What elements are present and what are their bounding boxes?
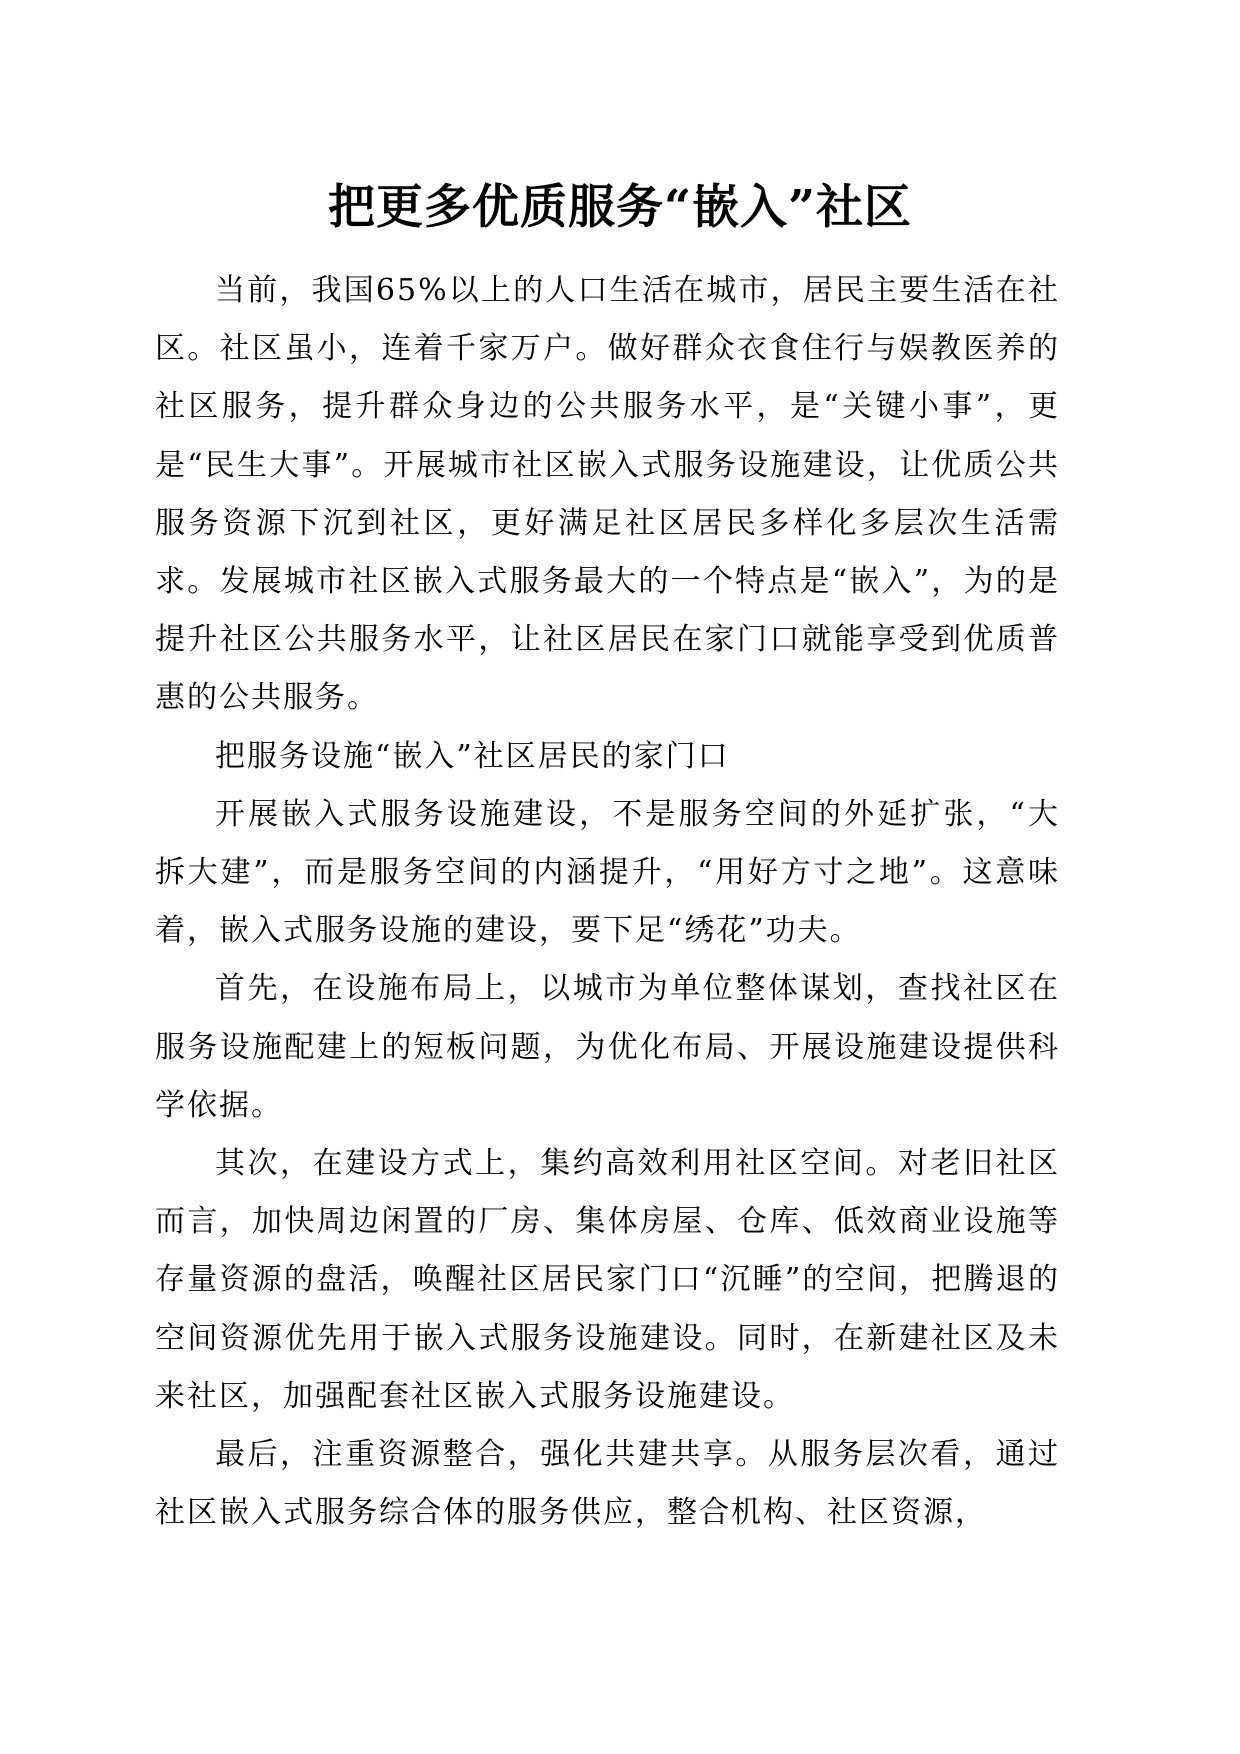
paragraph-embroidery: 开展嵌入式服务设施建设，不是服务空间的外延扩张，“大拆大建”，而是服务空间的内涵提升，“用好方寸之地”。这意味着，嵌入式服务设施的建设，要下足“绣花”功夫。 xyxy=(155,796,1060,949)
paragraph-last: 最后，注重资源整合，强化共建共享。从服务层次看，通过社区嵌入式服务综合体的服务供应，整合机构、社区资源， xyxy=(155,1437,1060,1531)
document-title: 把更多优质服务“嵌入”社区 xyxy=(327,180,913,235)
document-body xyxy=(155,262,1060,1542)
paragraph-first: 首先，在设施布局上，以城市为单位整体谋划，查找社区在服务设施配建上的短板问题，为优化布局、开展设施建设提供科学依据。 xyxy=(155,971,1060,1123)
section-heading: 把服务设施“嵌入”社区居民的家门口 xyxy=(215,738,730,774)
paragraph-second: 其次，在建设方式上，集约高效利用社区空间。对老旧社区而言，加快周边闲置的厂房、集体房屋、仓库、低效商业设施等存量资源的盘活，唤醒社区居民家门口“沉睡”的空间，把腾退的空间资源优先用于嵌入式服务设施建设。同时，在新建社区及未来社区，加强配套社区嵌入式服务设施建设。 xyxy=(155,1146,1060,1414)
paragraph-intro: 当前，我国65%以上的人口生活在城市，居民主要生活在社区。社区虽小，连着千家万户。做好群众衣食住行与娱教医养的社区服务，提升群众身边的公共服务水平，是“关键小事”，更是“民生大事”。开展城市社区嵌入式服务设施建设，让优质公共服务资源下沉到社区，更好满足社区居民多样化多层次生活需求。发展城市社区嵌入式服务最大的一个特点是“嵌入”，为的是提升社区公共服务水平，让社区居民在家门口就能享受到优质普惠的公共服务。 xyxy=(155,273,1060,716)
